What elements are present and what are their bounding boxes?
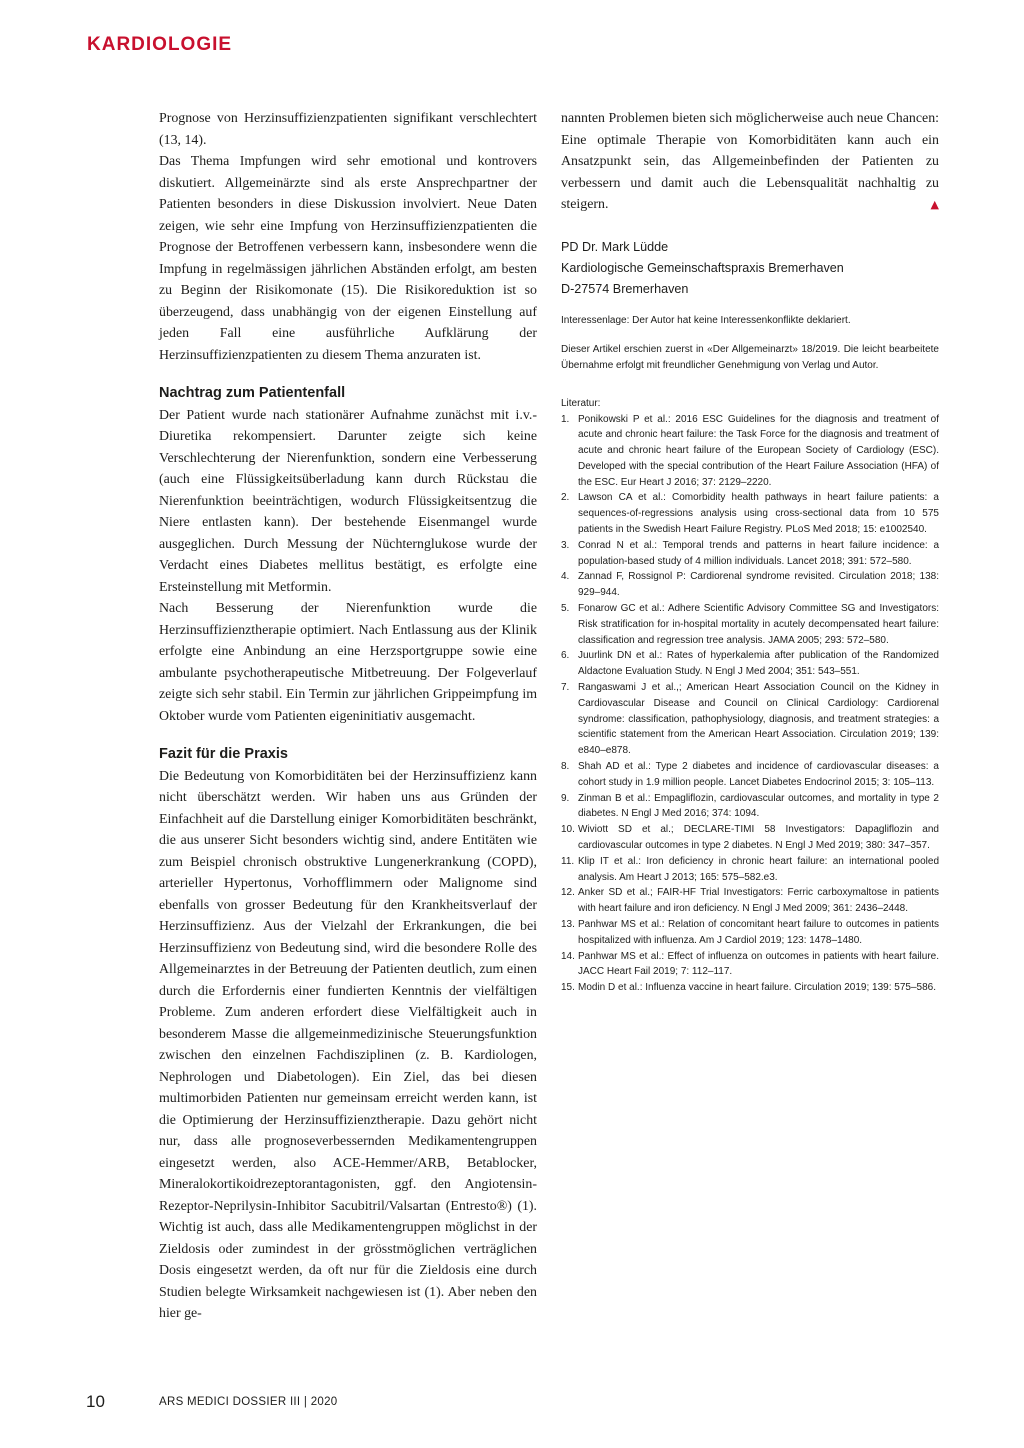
journal-footer: ARS MEDICI DOSSIER III | 2020 bbox=[159, 1396, 338, 1408]
right-column bbox=[561, 108, 939, 996]
interest-note: Interessenlage: Der Autor hat keine Interessenkonflikte deklariert. bbox=[561, 314, 851, 326]
reference-number: 8. bbox=[561, 761, 570, 773]
reference-item bbox=[561, 538, 939, 570]
reference-number: 6. bbox=[561, 650, 570, 662]
reference-text: Zinman B et al.: Empagliflozin, cardiovascular outcomes, and mortality in type 2 diabetes. N Engl J Med 2016; 374: 1094. bbox=[578, 792, 939, 820]
reference-text: Wiviott SD et al.; DECLARE-TIMI 58 Investigators: Dapagliflozin and cardiovascular outcomes in type 2 diabetes. N Engl J Med 2019; 380: 347–357. bbox=[578, 824, 939, 852]
reference-text: Shah AD et al.: Type 2 diabetes and incidence of cardiovascular diseases: a cohort study in 1.9 million people. Lancet Diabetes Endocrinol 2015; 3: 105–113. bbox=[578, 761, 939, 788]
reference-text: Fonarow GC et al.: Adhere Scientific Advisory Committee SG and Investigators: Risk stratification for in-hospital mortality in acutely decompensated heart failure: classification and regression tree analysis. JAMA 2005; 293: 572–580. bbox=[578, 603, 939, 646]
reference-text: Panhwar MS et al.: Relation of concomitant heart failure to outcomes in patients hospitalized with influenza. Am J Cardiol 2019; 123: 1478–1480. bbox=[578, 919, 939, 946]
reference-number: 2. bbox=[561, 492, 570, 504]
reference-text: Rangaswami J et al.,; American Heart Association Council on the Kidney in Cardiovascular Disease and Council on Clinical Cardiology: Cardiorenal syndrome: classification, pathophysiology, diagnosis, and treatment strategies: a scientific statement from the American Heart Association. Circulation 2019; 139: e840–e878. bbox=[578, 682, 939, 757]
section-heading-nachtrag: Nachtrag zum Patientenfall bbox=[159, 385, 346, 401]
continuation-text: nannten Problemen bieten sich möglicherweise auch neue Chancen: Eine optimale Therapie von Komorbiditäten kann auch ein Ansatzpunkt sein, das Allgemeinbefinden der Patienten zu verbessern und damit auch die Lebensqualität nachhaltig zu steigern. bbox=[561, 111, 939, 212]
reference-item bbox=[561, 980, 939, 996]
reference-number: 15. bbox=[561, 982, 575, 994]
reference-item bbox=[561, 569, 939, 601]
reference-item bbox=[561, 949, 939, 981]
body-paragraph: Das Thema Impfungen wird sehr emotional und kontrovers diskutiert. Allgemeinärzte sind als erste Ansprechpartner der Patienten besonders in diese Diskussion involviert. Neue Daten zeigen, wie sehr eine Impfung von Herzinsuffizienzpatienten die Prognose der Betroffenen verbessern kann, insbesondere wenn die Impfung in regelmässigen jährlichen Abständen erfolgt, am besten zu Beginn der Risikomonate (15). Die Risikoreduktion ist so überzeugend, dass unabhängig von der eigenen Einstellung auf jeden Fall eine ausführliche Aufklärung der Herzinsuffizienzpatienten zu diesem Thema anzuraten ist. bbox=[159, 154, 537, 363]
reference-number: 9. bbox=[561, 792, 570, 804]
body-paragraph: Die Bedeutung von Komorbiditäten bei der Herzinsuffizienz kann nicht überschätzt werden. Wir haben uns aus Gründen der Einfachheit auf die Darstellung einiger Komorbiditäten beschränkt, die aus unserer Sicht besonders wichtig sind, andere Entitäten wie zum Beispiel chronisch obstruktive Lungenerkrankung (COPD), arterieller Hypertonus, Vorhofflimmern oder Malignome sind ebenfalls von grosser Bedeutung für den Krankheitsverlauf der Herzinsuffizienz. Aus der Vielzahl der Erkrankungen, die bei Herzinsuffizienz von Bedeutung sind, wird die besondere Rolle des Allgemeinarztes in der Betreuung der Patienten deutlich, zum einen durch die Erfordernis einer fundierten Kenntnis der vielfältigen Probleme. Zum anderen erfordert diese Vielfältigkeit auch in besonderem Masse die allgemeinmedizinische Steuerungsfunktion zwischen den einzelnen Fachdisziplinen (z. B. Kardiologen, Nephrologen und Diabetologen). Ein Ziel, das bei diesen multimorbiden Patienten nur gemeinsam erreicht werden kann, ist die Optimierung der Herzinsuffizienztherapie. Dazu gehört nicht nur, dass alle prognoseverbessernden Medikamentengruppen eingesetzt werden, also ACE-Hemmer/ARB, Betablocker, Mineralokortikoidrezeptorantagonisten, ggf. den Angiotensin-Rezeptor-Neprilysin-Inhibitor Sacubitril/Valsartan (Entresto®) (1). Wichtig ist auch, dass alle Medikamentengruppen möglichst in der Zieldosis oder zumindest in der grösstmöglichen verträglichen Dosis eingesetzt werden, da oft nur für die Zieldosis eine durch Studien belegte Wirksamkeit nachgewiesen ist (1). Aber neben den hier ge- bbox=[159, 768, 537, 1321]
reference-item bbox=[561, 822, 939, 854]
reference-text: Ponikowski P et al.: 2016 ESC Guidelines for the diagnosis and treatment of acute and chronic heart failure: the Task Force for the diagnosis and treatment of acute and chronic heart failure of the European Society of Cardiology (ESC). Developed with the special contribution of the Heart Failure Association (HFA) of the ESC. Eur Heart J 2016; 37: 2129–2220. bbox=[578, 413, 939, 488]
reference-number: 1. bbox=[561, 413, 570, 425]
reference-number: 5. bbox=[561, 603, 570, 615]
reference-number: 11. bbox=[561, 855, 575, 867]
reference-item bbox=[561, 490, 939, 537]
publication-note: Dieser Artikel erschien zuerst in «Der Allgemeinarzt» 18/2019. Die leicht bearbeitete Übernahme erfolgt mit freundlicher Genehmigung von Verlag und Autor. bbox=[561, 343, 939, 371]
body-paragraph: Prognose von Herzinsuffizienzpatienten signifikant verschlechtert (13, 14). bbox=[159, 111, 537, 148]
reference-item bbox=[561, 601, 939, 648]
author-address: D-27574 Bremerhaven bbox=[561, 281, 689, 296]
author-block bbox=[561, 237, 939, 300]
reference-item bbox=[561, 885, 939, 917]
reference-list bbox=[561, 412, 939, 996]
body-paragraph: Der Patient wurde nach stationärer Aufnahme zunächst mit i.v.-Diuretika rekompensiert. Darunter zeigte sich keine Verschlechterung der Nierenfunktion, sondern eine Verbesserung (auch eine Flüssigkeitsüberladung kann durch Rückstau die Nierenfunktion beeinträchtigen, wodurch Flüssigkeitsentzug die Niere entlasten kann). Der bestehende Eisenmangel wurde ausgeglichen. Durch Messung der Nüchternglukose wurde der Verdacht eines Diabetes mellitus bestätigt, es erfolgte eine Ersteinstellung mit Metformin. bbox=[159, 407, 537, 595]
reference-number: 14. bbox=[561, 950, 575, 962]
page-number: 10 bbox=[86, 1392, 105, 1411]
body-paragraph: Nach Besserung der Nierenfunktion wurde die Herzinsuffizienztherapie optimiert. Nach Entlassung aus der Klinik erfolgte eine Anbindung an eine Herzsportgruppe sowie eine ambulante psychotherapeutische Mitbetreuung. Der Folgeverlauf zeigte sich sehr stabil. Ein Termin zur jährlichen Grippeimpfung im Oktober wurde vom Patienten eigeninitiativ ausgemacht. bbox=[159, 601, 537, 724]
reference-text: Klip IT et al.: Iron deficiency in chronic heart failure: an international pooled analysis. Am Heart J 2013; 165: 575–582.e3. bbox=[578, 855, 939, 883]
reference-text: Lawson CA et al.: Comorbidity health pathways in heart failure patients: a sequences-of-regressions analysis using cross-sectional data from 10 575 patients in the Swedish Heart Failure Registry. PLoS Med 2018; 15: e1002540. bbox=[578, 492, 939, 536]
reference-item bbox=[561, 648, 939, 680]
reference-number: 4. bbox=[561, 571, 570, 583]
reference-item bbox=[561, 759, 939, 791]
reference-item bbox=[561, 412, 939, 491]
left-column bbox=[159, 108, 537, 1325]
reference-number: 12. bbox=[561, 887, 575, 899]
reference-item bbox=[561, 854, 939, 886]
reference-item bbox=[561, 917, 939, 949]
literature-heading: Literatur: bbox=[561, 397, 601, 409]
reference-text: Modin D et al.: Influenza vaccine in heart failure. Circulation 2019; 139: 575–586. bbox=[578, 982, 936, 994]
reference-number: 10. bbox=[561, 824, 575, 836]
author-name: PD Dr. Mark Lüdde bbox=[561, 239, 669, 254]
end-of-article-triangle-icon: ▲ bbox=[930, 198, 939, 211]
reference-item bbox=[561, 791, 939, 823]
section-heading-fazit: Fazit für die Praxis bbox=[159, 746, 288, 762]
author-institution: Kardiologische Gemeinschaftspraxis Bremerhaven bbox=[561, 260, 844, 275]
section-title: KARDIOLOGIE bbox=[87, 34, 233, 55]
reference-text: Juurlink DN et al.: Rates of hyperkalemia after publication of the Randomized Aldactone Evaluation Study. N Engl J Med 2004; 351: 543–551. bbox=[578, 650, 939, 678]
reference-item bbox=[561, 680, 939, 759]
reference-number: 13. bbox=[561, 919, 575, 930]
reference-number: 3. bbox=[561, 539, 570, 551]
body-paragraph bbox=[561, 108, 939, 216]
reference-text: Zannad F, Rossignol P: Cardiorenal syndrome revisited. Circulation 2018; 138: 929–944. bbox=[578, 571, 939, 599]
reference-text: Anker SD et al.; FAIR-HF Trial Investigators: Ferric carboxymaltose in patients with heart failure and iron deficiency. N Engl J Med 2009; 361: 2436–2448. bbox=[578, 887, 939, 915]
reference-text: Panhwar MS et al.: Effect of influenza on outcomes in patients with heart failure. JACC Heart Fail 2019; 7: 112–117. bbox=[578, 950, 939, 978]
reference-number: 7. bbox=[561, 682, 570, 694]
reference-text: Conrad N et al.: Temporal trends and patterns in heart failure incidence: a population-based study of 4 million individuals. Lancet 2018; 391: 572–580. bbox=[578, 539, 939, 567]
